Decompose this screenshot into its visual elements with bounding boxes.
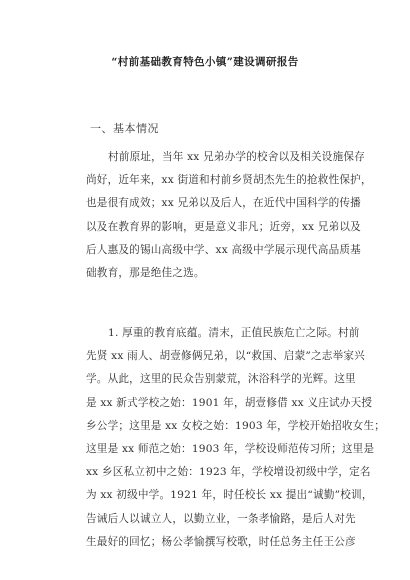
paragraph-line: 也是很有成效；xx 兄弟以及后人，在近代中国科学的传播 bbox=[86, 197, 361, 210]
paragraph-line: 告诫后人以诚立人，以勤立业，一条孝愉路，是后人对先 bbox=[86, 512, 356, 525]
paragraph-line: 生最好的回忆；杨公孝愉撰写校歌，时任总务主任王公彦 bbox=[86, 535, 356, 548]
paragraph-education-heritage bbox=[86, 322, 386, 554]
section-heading: 一、基本情况 bbox=[90, 122, 159, 135]
paragraph-line: 学。从此，这里的民众告别蒙荒，沐浴科学的光辉。这里 bbox=[86, 373, 356, 386]
paragraph-line: 础教育，那是绝佳之选。 bbox=[86, 267, 205, 280]
paragraph-line: 尚好，近年来，xx 街道和村前乡贤胡杰先生的抢救性保护， bbox=[86, 174, 372, 187]
paragraph-line: 后人惠及的锡山高级中学、xx 高级中学展示现代高品质基 bbox=[86, 243, 361, 256]
paragraph-overview bbox=[86, 146, 372, 285]
paragraph-line: 1. 厚重的教育底蕴。清末，正值民族危亡之际。村前 bbox=[108, 327, 360, 339]
paragraph-line: 村前原址，当年 xx 兄弟办学的校舍以及相关设施保存 bbox=[108, 151, 365, 163]
paragraph-line: 是 xx 新式学校之始：1901 年，胡壹修借 xx 义庄试办天授 bbox=[86, 396, 373, 409]
paragraph-line: 先贤 xx 雨人、胡壹修俩兄弟，以“救国、启蒙”之志举家兴 bbox=[86, 350, 365, 363]
paragraph-line: xx 乡区私立初中之始：1923 年，学校增设初级中学，定名 bbox=[86, 466, 371, 479]
paragraph-line: 以及在教育界的影响，更是意义非凡；近旁，xx 兄弟以及 bbox=[86, 220, 361, 233]
document-title: “村前基础教育特色小镇”建设调研报告 bbox=[111, 56, 299, 68]
paragraph-line: 这里是 xx 师范之始：1903 年，学校设师范传习所；这里是 bbox=[86, 443, 375, 456]
paragraph-line: 乡公学；这里是 xx 女校之始：1903 年，学校开始招收女生； bbox=[86, 419, 386, 432]
paragraph-line: 为 xx 初级中学。1921 年，时任校长 xx 提出“诚勤”校训， bbox=[86, 489, 373, 502]
